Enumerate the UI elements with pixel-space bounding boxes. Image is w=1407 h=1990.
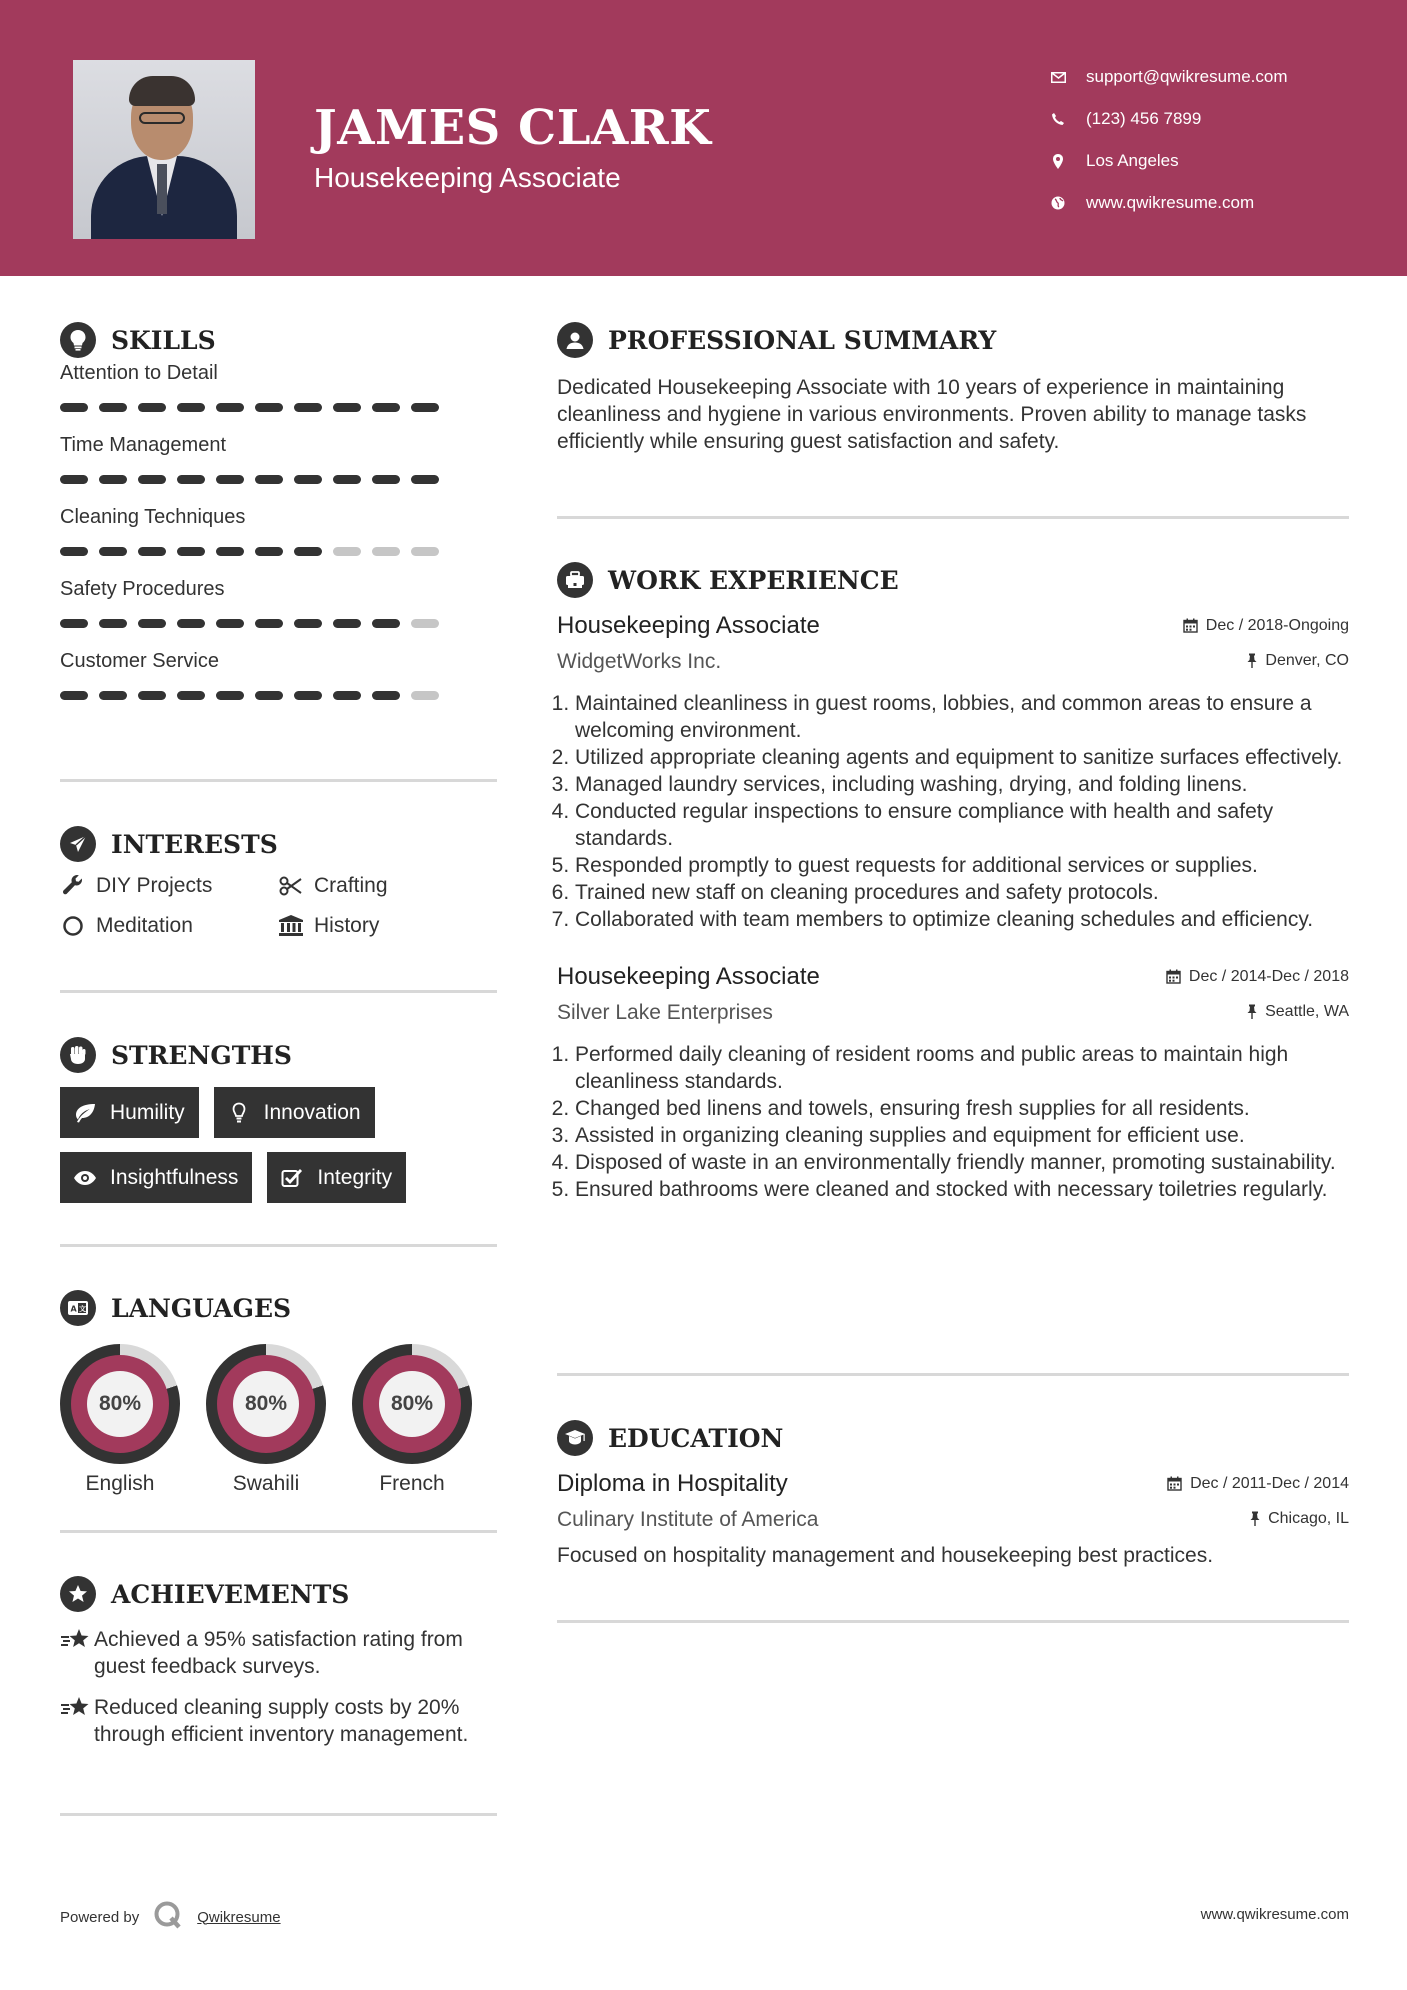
- achievement-item: Achieved a 95% satisfaction rating from guest feedback surveys.: [60, 1626, 497, 1680]
- skill-dot: [255, 619, 283, 628]
- calendar-icon: [1167, 1476, 1182, 1491]
- education-heading: EDUCATION: [608, 1423, 784, 1453]
- skill-dot: [216, 691, 244, 700]
- skill-dot: [372, 619, 400, 628]
- achievement-item: Reduced cleaning supply costs by 20% through efficient inventory management.: [60, 1694, 497, 1748]
- section-divider: [557, 516, 1349, 519]
- lightbulb-icon: [60, 322, 96, 358]
- language-item: [352, 1344, 472, 1496]
- skill-dot: [99, 547, 127, 556]
- job-entry: [557, 612, 1349, 933]
- footer-brand-link[interactable]: Qwikresume: [197, 1908, 281, 1926]
- skill-dot: [333, 403, 361, 412]
- skill-dot: [411, 475, 439, 484]
- skill-name: Cleaning Techniques: [60, 506, 246, 528]
- skill-dot: [294, 691, 322, 700]
- skill-dot: [372, 475, 400, 484]
- school-name: Culinary Institute of America: [557, 1508, 819, 1531]
- skill-dot: [294, 547, 322, 556]
- skill-dot: [333, 547, 361, 556]
- job-location: Denver, CO: [1265, 651, 1349, 669]
- candidate-name: JAMES CLARK: [314, 100, 712, 156]
- skill-dot: [60, 403, 88, 412]
- shooting-star-icon: [60, 1626, 94, 1680]
- skill-dot: [411, 547, 439, 556]
- languages-heading: LANGUAGES: [111, 1293, 292, 1323]
- skill-dot: [177, 691, 205, 700]
- language-percent: 80%: [233, 1371, 299, 1437]
- contact-phone[interactable]: (123) 456 7899: [1050, 98, 1288, 140]
- svg-text:A: A: [70, 1304, 77, 1314]
- experience-section: [557, 562, 1349, 1203]
- summary-section: [557, 322, 1349, 455]
- interests-heading: INTERESTS: [111, 829, 278, 859]
- interests-list: [60, 874, 497, 938]
- duty-item: 5. Ensured bathrooms were cleaned and stocked with necessary toiletries regularly.: [575, 1176, 1349, 1203]
- skill-dot: [411, 691, 439, 700]
- globe-icon: [1050, 196, 1066, 210]
- section-divider: [557, 1373, 1349, 1376]
- education-description: Focused on hospitality management and housekeeping best practices.: [557, 1544, 1214, 1567]
- museum-icon: [278, 914, 304, 938]
- translate-icon: [60, 1290, 96, 1326]
- education-dates: Dec / 2011-Dec / 2014: [1190, 1474, 1349, 1492]
- section-divider: [557, 1620, 1349, 1623]
- job-location: Seattle, WA: [1265, 1002, 1349, 1020]
- skills-list: [60, 362, 497, 700]
- skill-dot: [333, 475, 361, 484]
- interest-item: History: [278, 914, 478, 938]
- eye-icon: [72, 1170, 98, 1186]
- skill-dot: [60, 691, 88, 700]
- phone-icon: [1050, 112, 1066, 126]
- skill-item: [60, 506, 497, 556]
- languages-section: [60, 1290, 497, 1496]
- skills-heading: SKILLS: [111, 325, 216, 355]
- skill-dot: [60, 547, 88, 556]
- circle-icon: [60, 914, 86, 938]
- duty-item: 2. Changed bed linens and towels, ensuring fresh supplies for all residents.: [575, 1095, 1349, 1122]
- lightbulb-icon: [226, 1102, 252, 1124]
- skill-dot: [177, 475, 205, 484]
- skill-dot: [411, 403, 439, 412]
- skill-dot: [294, 619, 322, 628]
- education-section: [557, 1420, 1349, 1568]
- skill-dot: [255, 475, 283, 484]
- fist-icon: [60, 1037, 96, 1073]
- job-dates: Dec / 2014-Dec / 2018: [1188, 967, 1349, 985]
- interest-item: Meditation: [60, 914, 278, 938]
- company-name: WidgetWorks Inc.: [557, 650, 722, 673]
- languages-list: [60, 1344, 497, 1496]
- skill-dot: [99, 619, 127, 628]
- skill-dot: [216, 403, 244, 412]
- user-icon: [557, 322, 593, 358]
- paper-plane-icon: [60, 826, 96, 862]
- contact-website[interactable]: www.qwikresume.com: [1050, 182, 1288, 224]
- interest-item: DIY Projects: [60, 874, 278, 898]
- skill-name: Time Management: [60, 434, 226, 456]
- profile-photo: [73, 60, 255, 239]
- skill-name: Customer Service: [60, 650, 219, 672]
- pushpin-icon: [1250, 1511, 1260, 1526]
- leaf-icon: [72, 1103, 98, 1123]
- footer-website-link[interactable]: www.qwikresume.com: [1200, 1906, 1349, 1923]
- skill-item: [60, 362, 497, 412]
- duty-item: 2. Utilized appropriate cleaning agents and equipment to sanitize surfaces effectively.: [575, 744, 1349, 771]
- scissors-icon: [278, 874, 304, 898]
- skill-dot: [138, 475, 166, 484]
- achievements-heading: ACHIEVEMENTS: [111, 1579, 350, 1609]
- skill-dot: [138, 691, 166, 700]
- language-ring: [60, 1344, 180, 1464]
- skill-dot: [372, 403, 400, 412]
- language-percent: 80%: [87, 1371, 153, 1437]
- strengths-heading: STRENGTHS: [111, 1040, 292, 1070]
- skill-dot: [60, 619, 88, 628]
- skill-rating: [60, 475, 497, 484]
- skill-dot: [138, 403, 166, 412]
- skill-dot: [216, 547, 244, 556]
- job-title: Housekeeping Associate: [557, 612, 820, 639]
- skill-dot: [255, 547, 283, 556]
- duty-item: 3. Managed laundry services, including washing, drying, and folding linens.: [575, 771, 1349, 798]
- star-badge-icon: [60, 1576, 96, 1612]
- skill-item: [60, 578, 497, 628]
- language-name: English: [85, 1472, 155, 1495]
- wrench-icon: [60, 874, 86, 898]
- pushpin-icon: [1247, 653, 1257, 668]
- experience-heading: WORK EXPERIENCE: [608, 565, 899, 595]
- skill-dot: [99, 475, 127, 484]
- contact-email[interactable]: support@qwikresume.com: [1050, 56, 1288, 98]
- skill-dot: [255, 403, 283, 412]
- qwikresume-logo-icon: [153, 1900, 183, 1934]
- section-divider: [60, 779, 497, 782]
- contact-location: Los Angeles: [1050, 140, 1288, 182]
- duties-list: [557, 690, 1349, 933]
- skills-section: [60, 322, 497, 722]
- skill-item: [60, 434, 497, 484]
- skill-dot: [294, 403, 322, 412]
- duty-item: 5. Responded promptly to guest requests for additional services or supplies.: [575, 852, 1349, 879]
- interests-section: [60, 826, 497, 938]
- skill-dot: [333, 691, 361, 700]
- education-entry: [557, 1470, 1349, 1568]
- duty-item: 4. Disposed of waste in an environmentally friendly manner, promoting sustainability.: [575, 1149, 1349, 1176]
- duty-item: 1. Maintained cleanliness in guest rooms, lobbies, and common areas to ensure a welcoming environment.: [575, 690, 1349, 744]
- language-ring: [352, 1344, 472, 1464]
- education-location: Chicago, IL: [1268, 1509, 1349, 1527]
- duty-item: 7. Collaborated with team members to optimize cleaning schedules and efficiency.: [575, 906, 1349, 933]
- skill-dot: [372, 691, 400, 700]
- skill-dot: [99, 403, 127, 412]
- check-square-icon: [279, 1168, 305, 1188]
- skill-dot: [138, 619, 166, 628]
- skill-name: Attention to Detail: [60, 362, 218, 384]
- skill-dot: [177, 619, 205, 628]
- job-dates: Dec / 2018-Ongoing: [1205, 616, 1349, 634]
- briefcase-icon: [557, 562, 593, 598]
- candidate-title: Housekeeping Associate: [314, 162, 621, 193]
- skill-dot: [255, 691, 283, 700]
- strength-tag: Humility: [60, 1087, 199, 1138]
- strengths-list: [60, 1087, 460, 1203]
- language-name: Swahili: [232, 1472, 300, 1495]
- skill-dot: [294, 475, 322, 484]
- achievements-section: [60, 1576, 497, 1748]
- skill-rating: [60, 619, 497, 628]
- degree-title: Diploma in Hospitality: [557, 1470, 788, 1497]
- skill-rating: [60, 691, 497, 700]
- skill-dot: [177, 403, 205, 412]
- strength-tag: Innovation: [214, 1087, 375, 1138]
- section-divider: [60, 1244, 497, 1247]
- language-ring: [206, 1344, 326, 1464]
- calendar-icon: [1166, 969, 1181, 984]
- language-item: [60, 1344, 180, 1496]
- duty-item: 6. Trained new staff on cleaning procedures and safety protocols.: [575, 879, 1349, 906]
- section-divider: [60, 1813, 497, 1816]
- calendar-icon: [1183, 618, 1198, 633]
- summary-text: Dedicated Housekeeping Associate with 10 years of experience in maintaining cleanliness and hygiene in various environments. Proven ability to manage tasks efficiently while ensuring guest satisfaction and safety.: [557, 376, 1307, 453]
- skill-dot: [372, 547, 400, 556]
- strength-tag: Integrity: [267, 1152, 406, 1203]
- language-percent: 80%: [379, 1371, 445, 1437]
- job-title: Housekeeping Associate: [557, 963, 820, 990]
- pushpin-icon: [1247, 1004, 1257, 1019]
- contact-list: [1050, 56, 1288, 224]
- skill-dot: [333, 619, 361, 628]
- resume-header: [0, 0, 1407, 276]
- skill-dot: [99, 691, 127, 700]
- company-name: Silver Lake Enterprises: [557, 1001, 773, 1024]
- skill-dot: [411, 619, 439, 628]
- language-item: [206, 1344, 326, 1496]
- strength-tag: Insightfulness: [60, 1152, 252, 1203]
- language-name: French: [379, 1472, 445, 1495]
- shooting-star-icon: [60, 1694, 94, 1748]
- summary-heading: PROFESSIONAL SUMMARY: [608, 325, 997, 355]
- svg-text:文: 文: [79, 1305, 86, 1313]
- footer-powered-by: Powered by Qwikresume: [60, 1900, 281, 1934]
- envelope-icon: [1050, 72, 1066, 83]
- skill-rating: [60, 403, 497, 412]
- skill-dot: [216, 475, 244, 484]
- section-divider: [60, 990, 497, 993]
- job-entry: [557, 963, 1349, 1203]
- skill-dot: [60, 475, 88, 484]
- skill-name: Safety Procedures: [60, 578, 225, 600]
- duty-item: 4. Conducted regular inspections to ensure compliance with health and safety standards.: [575, 798, 1349, 852]
- skill-dot: [216, 619, 244, 628]
- section-divider: [60, 1530, 497, 1533]
- skill-dot: [138, 547, 166, 556]
- graduation-icon: [557, 1420, 593, 1456]
- strengths-section: [60, 1037, 497, 1203]
- skill-item: [60, 650, 497, 700]
- duty-item: 3. Assisted in organizing cleaning supplies and equipment for efficient use.: [575, 1122, 1349, 1149]
- skill-dot: [177, 547, 205, 556]
- interest-item: Crafting: [278, 874, 478, 898]
- map-pin-icon: [1050, 154, 1066, 169]
- duties-list: [557, 1041, 1349, 1203]
- duty-item: 1. Performed daily cleaning of resident rooms and public areas to maintain high cleanliness standards.: [575, 1041, 1349, 1095]
- skill-rating: [60, 547, 497, 556]
